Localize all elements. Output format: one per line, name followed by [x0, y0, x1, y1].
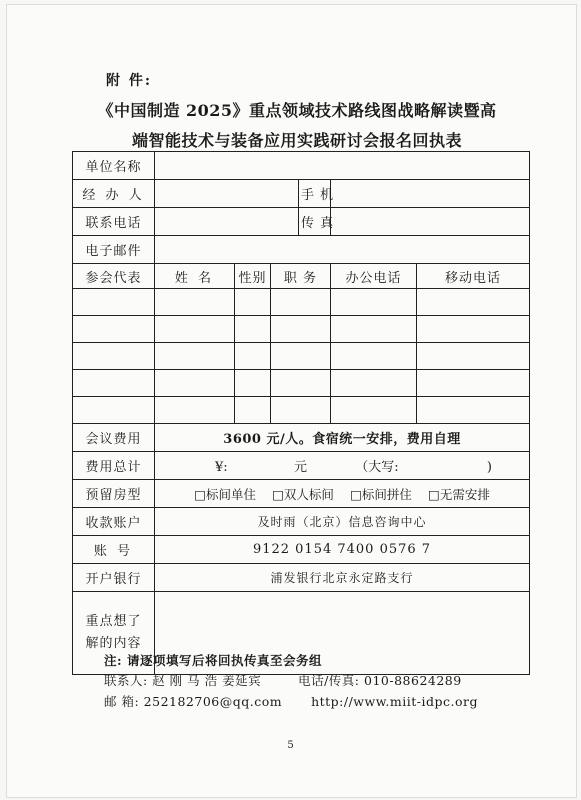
rep-cell[interactable]	[417, 289, 530, 316]
rep-cell[interactable]	[271, 316, 331, 343]
account-label: 账 号	[73, 536, 155, 564]
rep-mobile-phone-header: 移动电话	[417, 264, 530, 289]
contact-names: 赵 刚 马 浩 姜延宾	[152, 673, 262, 688]
rep-cell[interactable]	[73, 316, 155, 343]
rep-row	[73, 343, 530, 370]
mobile-label: 手 机	[299, 180, 331, 208]
rep-cell[interactable]	[73, 343, 155, 370]
rep-name-header: 姓 名	[155, 264, 235, 289]
total-yen-label: ¥:	[215, 460, 228, 475]
tel-value: 010-88624289	[364, 673, 462, 688]
focus-label-line2: 解的内容	[85, 636, 142, 651]
account-value: 9122 0154 7400 0576 7	[155, 536, 530, 564]
rep-row	[73, 289, 530, 316]
row-email	[73, 236, 530, 264]
row-fee	[73, 424, 530, 452]
rep-cell[interactable]	[155, 343, 235, 370]
rep-cell[interactable]	[417, 397, 530, 424]
registration-form-table	[72, 151, 530, 675]
fax-label: 传 真	[299, 208, 331, 236]
page-number: 5	[287, 740, 294, 751]
unit-name-field[interactable]	[155, 152, 530, 180]
rep-position-header: 职 务	[271, 264, 331, 289]
rep-cell[interactable]	[271, 397, 331, 424]
rep-cell[interactable]	[417, 370, 530, 397]
unit-name-label: 单位名称	[73, 152, 155, 180]
total-yuan-label: 元	[293, 460, 307, 475]
rep-cell[interactable]	[331, 343, 417, 370]
total-field[interactable]	[155, 452, 530, 480]
mail-value[interactable]: 252182706@qq.com	[143, 694, 283, 709]
row-handler	[73, 180, 530, 208]
payee-value: 及时雨（北京）信息咨询中心	[155, 508, 530, 536]
total-label: 费用总计	[73, 452, 155, 480]
rep-cell[interactable]	[331, 370, 417, 397]
phone-label: 联系电话	[73, 208, 155, 236]
row-bank	[73, 564, 530, 592]
room-option-single[interactable]: □标间单住	[194, 486, 256, 502]
rep-cell[interactable]	[331, 316, 417, 343]
room-option-double[interactable]: □双人标间	[272, 486, 334, 502]
rep-gender-header: 性别	[235, 264, 271, 289]
contact-line	[104, 671, 462, 689]
rep-row	[73, 397, 530, 424]
row-rep-header	[73, 264, 530, 289]
row-account	[73, 536, 530, 564]
form-title-line2: 端智能技术与装备应用实践研讨会报名回执表	[131, 131, 462, 150]
rep-cell[interactable]	[73, 397, 155, 424]
handler-field[interactable]	[155, 180, 299, 208]
rep-cell[interactable]	[155, 370, 235, 397]
footer-note: 注: 请逐项填写后将回执传真至会务组	[104, 653, 322, 668]
rep-cell[interactable]	[235, 316, 271, 343]
rep-cell[interactable]	[331, 397, 417, 424]
row-phone	[73, 208, 530, 236]
room-label: 预留房型	[73, 480, 155, 508]
rep-cell[interactable]	[417, 316, 530, 343]
row-room	[73, 480, 530, 508]
room-options	[155, 480, 530, 508]
row-total	[73, 452, 530, 480]
rep-row	[73, 370, 530, 397]
web-value[interactable]: http://www.miit-idpc.org	[311, 694, 478, 709]
rep-cell[interactable]	[235, 289, 271, 316]
rep-cell[interactable]	[271, 289, 331, 316]
rep-cell[interactable]	[271, 343, 331, 370]
rep-cell[interactable]	[271, 370, 331, 397]
focus-label-line1: 重点想了	[85, 614, 142, 629]
mail-line	[104, 692, 478, 710]
room-option-share[interactable]: □标间拼住	[350, 486, 412, 502]
rep-cell[interactable]	[331, 289, 417, 316]
handler-label: 经 办 人	[73, 180, 155, 208]
row-unit-name	[73, 152, 530, 180]
rep-cell[interactable]	[73, 370, 155, 397]
rep-cell[interactable]	[235, 343, 271, 370]
rep-cell[interactable]	[73, 289, 155, 316]
rep-cell[interactable]	[155, 397, 235, 424]
total-caps-close: )	[486, 460, 492, 475]
email-label: 电子邮件	[73, 236, 155, 264]
rep-office-phone-header: 办公电话	[331, 264, 417, 289]
room-option-none[interactable]: □无需安排	[428, 486, 490, 502]
bank-value: 浦发银行北京永定路支行	[155, 564, 530, 592]
payee-label: 收款账户	[73, 508, 155, 536]
rep-cell[interactable]	[235, 397, 271, 424]
fee-label: 会议费用	[73, 424, 155, 452]
mobile-field[interactable]	[331, 180, 530, 208]
fee-value: 3600 元/人。食宿统一安排，费用自理	[155, 424, 530, 452]
phone-field[interactable]	[155, 208, 299, 236]
contact-label: 联系人:	[104, 673, 148, 688]
rep-row	[73, 316, 530, 343]
rep-cell[interactable]	[155, 289, 235, 316]
row-payee	[73, 508, 530, 536]
fax-field[interactable]	[331, 208, 530, 236]
bank-label: 开户银行	[73, 564, 155, 592]
total-caps-label: （大写:	[355, 460, 399, 475]
rep-label: 参会代表	[73, 264, 155, 289]
rep-cell[interactable]	[235, 370, 271, 397]
email-field[interactable]	[155, 236, 530, 264]
mail-label: 邮 箱:	[104, 694, 140, 709]
rep-cell[interactable]	[417, 343, 530, 370]
form-title-line1: 《中国制造 2025》重点领域技术路线图战略解读暨高	[97, 101, 497, 120]
attachment-label: 附 件:	[106, 73, 153, 89]
tel-label: 电话/传真:	[298, 673, 360, 688]
rep-cell[interactable]	[155, 316, 235, 343]
